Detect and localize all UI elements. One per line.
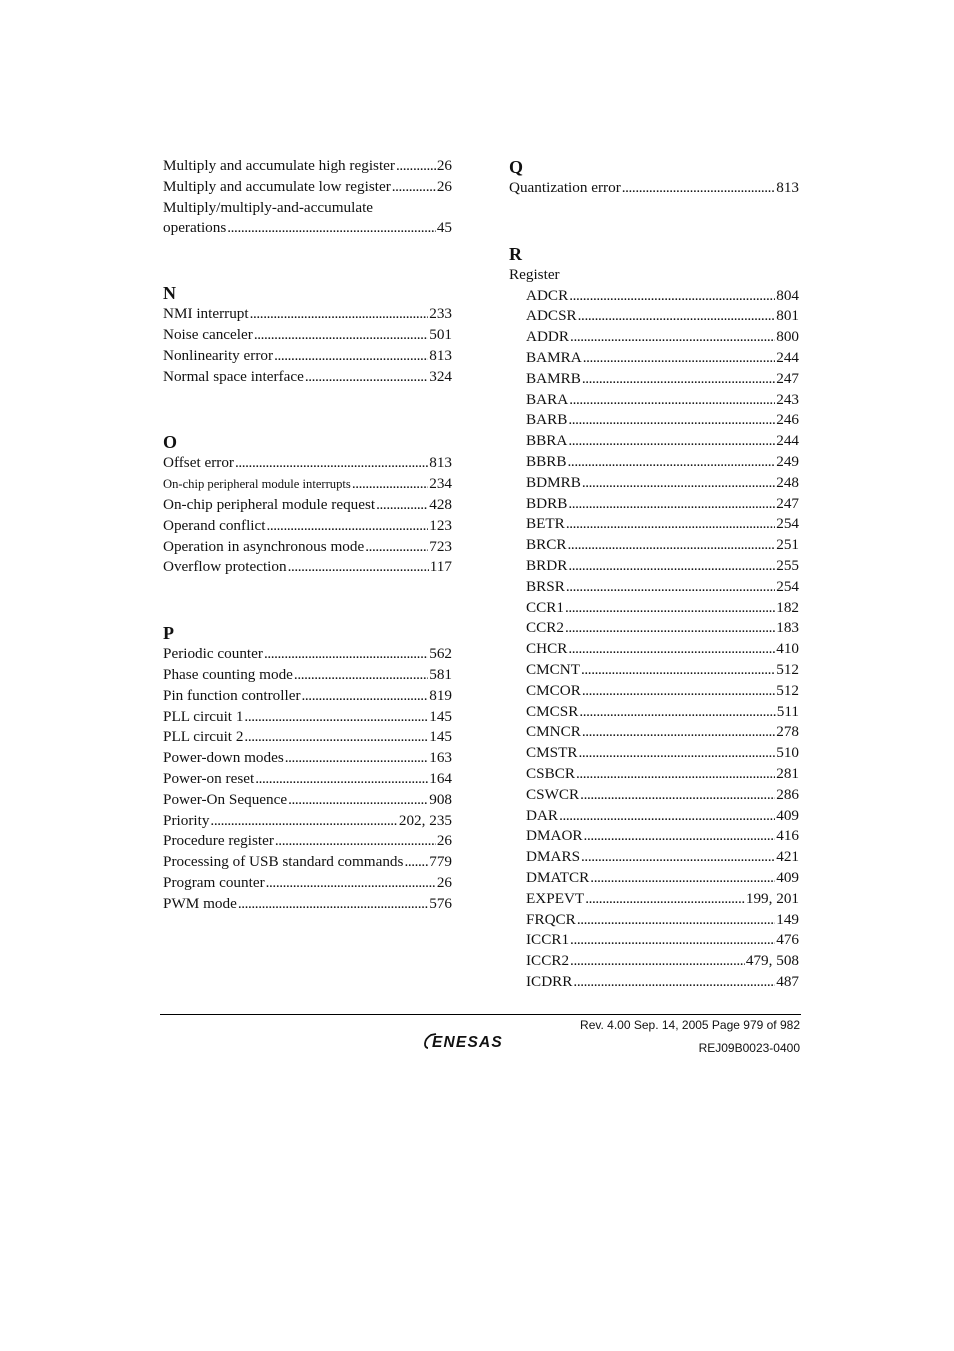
index-page: 199, 201 xyxy=(745,889,799,907)
index-term: PWM mode xyxy=(163,894,237,912)
dot-leader xyxy=(566,514,775,535)
dot-leader xyxy=(365,537,428,558)
index-term: BAMRB xyxy=(526,369,581,387)
index-entry xyxy=(526,743,799,764)
index-entry xyxy=(526,618,799,639)
index-page: 813 xyxy=(429,454,452,472)
index-entry xyxy=(163,325,452,346)
index-page: 286 xyxy=(776,785,799,803)
index-entry xyxy=(526,410,799,431)
index-page: 723 xyxy=(429,537,452,555)
index-entry xyxy=(526,390,799,411)
index-entry xyxy=(526,556,799,577)
index-page: 428 xyxy=(429,495,452,513)
index-entry xyxy=(526,452,799,473)
index-term: Overflow protection xyxy=(163,558,287,576)
index-term: Offset error xyxy=(163,454,234,472)
index-term: PLL circuit 2 xyxy=(163,728,244,746)
index-entry xyxy=(526,910,799,931)
index-page: 510 xyxy=(776,744,799,762)
dot-leader xyxy=(235,453,428,474)
dot-leader xyxy=(582,681,775,702)
index-page: 149 xyxy=(776,910,799,928)
index-entry xyxy=(526,972,799,993)
index-term: CHCR xyxy=(526,640,568,658)
dot-leader xyxy=(582,722,775,743)
index-entry xyxy=(526,660,799,681)
dot-leader xyxy=(568,535,776,556)
index-term: Nonlinearity error xyxy=(163,346,274,364)
index-column-right xyxy=(509,156,799,993)
register-heading: Register xyxy=(509,265,560,283)
index-entry xyxy=(526,514,799,535)
index-entry xyxy=(526,722,799,743)
index-term: BRSR xyxy=(526,577,565,595)
index-page: 26 xyxy=(436,832,452,850)
dot-leader xyxy=(396,156,436,177)
index-entry xyxy=(526,639,799,660)
index-entry xyxy=(163,495,452,516)
index-entry xyxy=(163,218,452,239)
index-page: 164 xyxy=(429,769,452,787)
index-entry xyxy=(526,535,799,556)
index-term: DMARS xyxy=(526,848,581,866)
index-term: CMCOR xyxy=(526,681,581,699)
dot-leader xyxy=(578,306,776,327)
index-page: 202, 235 xyxy=(398,811,452,829)
dot-leader xyxy=(288,557,429,578)
index-page: 247 xyxy=(776,494,799,512)
index-entry xyxy=(163,790,452,811)
dot-leader xyxy=(250,304,429,325)
index-page: 255 xyxy=(776,556,799,574)
index-term: Processing of USB standard commands xyxy=(163,853,404,871)
index-term: PLL circuit 1 xyxy=(163,707,244,725)
dot-leader xyxy=(570,951,745,972)
index-term: CCR1 xyxy=(526,598,564,616)
index-page: 145 xyxy=(429,707,452,725)
index-entry xyxy=(163,748,452,769)
dot-leader xyxy=(238,894,428,915)
index-page: 254 xyxy=(776,577,799,595)
index-term: DMATCR xyxy=(526,868,590,886)
dot-leader xyxy=(568,452,776,473)
renesas-logo xyxy=(422,1030,542,1057)
index-entry xyxy=(526,951,799,972)
index-page: 409 xyxy=(776,806,799,824)
index-term: On-chip peripheral module interrupts xyxy=(163,477,351,492)
svg-text:ENESAS: ENESAS xyxy=(432,1034,503,1051)
dot-leader xyxy=(376,495,428,516)
index-term: DAR xyxy=(526,806,559,824)
index-page: 779 xyxy=(429,853,452,871)
index-entry xyxy=(526,286,799,307)
index-page: 487 xyxy=(776,972,799,990)
index-term: CMCSR xyxy=(526,702,579,720)
index-entry xyxy=(526,930,799,951)
dot-leader xyxy=(569,286,775,307)
index-term: ADCSR xyxy=(526,307,577,325)
dot-leader xyxy=(570,327,775,348)
index-term: FRQCR xyxy=(526,910,576,928)
index-term: Noise canceler xyxy=(163,325,253,343)
index-page: 581 xyxy=(429,665,452,683)
section-letter-n: N xyxy=(163,283,176,304)
dot-leader xyxy=(288,790,428,811)
index-page: 512 xyxy=(776,681,799,699)
index-term: ICCR1 xyxy=(526,931,570,949)
dot-leader xyxy=(568,431,775,452)
index-page: 247 xyxy=(776,369,799,387)
index-term: BBRA xyxy=(526,432,568,450)
index-term: DMAOR xyxy=(526,827,583,845)
index-term: CMNCR xyxy=(526,723,581,741)
index-page: 244 xyxy=(776,432,799,450)
index-entry xyxy=(163,831,452,852)
index-term: Pin function controller xyxy=(163,686,301,704)
index-page: 801 xyxy=(776,307,799,325)
index-term: ADDR xyxy=(526,328,570,346)
index-entry xyxy=(163,644,452,665)
dot-leader xyxy=(275,831,436,852)
index-page: 182 xyxy=(776,598,799,616)
section-r-entries xyxy=(509,286,799,993)
index-term: Periodic counter xyxy=(163,645,263,663)
dot-leader xyxy=(581,660,775,681)
index-term: Multiply and accumulate low register xyxy=(163,177,391,195)
intro-entries xyxy=(163,156,452,198)
index-entry xyxy=(526,306,799,327)
index-page: 501 xyxy=(429,325,452,343)
dot-leader xyxy=(568,556,775,577)
index-page: 278 xyxy=(776,723,799,741)
index-page: 819 xyxy=(429,686,452,704)
dot-leader xyxy=(285,748,428,769)
index-entry xyxy=(163,852,452,873)
index-term: Priority xyxy=(163,811,210,829)
index-page: 476 xyxy=(776,931,799,949)
dot-leader xyxy=(254,325,428,346)
index-entry xyxy=(163,686,452,707)
dot-leader xyxy=(579,702,775,723)
dot-leader xyxy=(264,644,428,665)
dot-leader xyxy=(559,806,775,827)
dot-leader xyxy=(569,390,775,411)
index-page: 562 xyxy=(429,645,452,663)
index-term: Procedure register xyxy=(163,832,274,850)
index-entry xyxy=(526,348,799,369)
index-entry xyxy=(526,847,799,868)
dot-leader xyxy=(294,665,428,686)
index-entry xyxy=(163,537,452,558)
index-page: 243 xyxy=(776,390,799,408)
index-term: BRDR xyxy=(526,556,568,574)
index-term: ADCR xyxy=(526,286,569,304)
index-entry xyxy=(526,889,799,910)
dot-leader xyxy=(566,577,775,598)
index-entry xyxy=(526,764,799,785)
index-term: CMSTR xyxy=(526,744,578,762)
section-letter-r: R xyxy=(509,243,522,264)
index-page: 409 xyxy=(776,868,799,886)
index-term: BDMRB xyxy=(526,473,581,491)
index-term: Phase counting mode xyxy=(163,665,293,683)
index-entry xyxy=(526,806,799,827)
index-page: 26 xyxy=(436,157,452,174)
index-page: 804 xyxy=(776,286,799,304)
index-page: 233 xyxy=(429,305,452,323)
dot-leader xyxy=(622,178,775,199)
index-term: CSWCR xyxy=(526,785,580,803)
dot-leader xyxy=(590,868,775,889)
section-letter-p: P xyxy=(163,623,174,644)
section-o-entries xyxy=(163,453,452,578)
index-entry xyxy=(163,873,452,894)
index-page: 248 xyxy=(776,473,799,491)
dot-leader xyxy=(404,852,428,873)
dot-leader xyxy=(584,826,776,847)
index-entry xyxy=(526,473,799,494)
index-term: BARA xyxy=(526,390,569,408)
index-entry xyxy=(163,156,452,177)
index-term: On-chip peripheral module request xyxy=(163,495,376,513)
index-term: BDRB xyxy=(526,494,568,512)
index-page: 251 xyxy=(776,536,799,554)
dot-leader xyxy=(302,686,429,707)
dot-leader xyxy=(244,707,428,728)
dot-leader xyxy=(582,473,775,494)
index-page: 813 xyxy=(429,346,452,364)
index-term: Power-on reset xyxy=(163,769,255,787)
footer-rule xyxy=(160,1014,801,1015)
index-entry xyxy=(163,707,452,728)
dot-leader xyxy=(266,873,436,894)
dot-leader xyxy=(580,785,775,806)
index-page: 249 xyxy=(776,452,799,470)
index-entry xyxy=(163,177,452,198)
index-page: 416 xyxy=(776,827,799,845)
index-term: Program counter xyxy=(163,873,265,891)
index-page: 511 xyxy=(776,702,799,720)
index-entry xyxy=(526,785,799,806)
index-term: EXPEVT xyxy=(526,889,585,907)
index-term: Operation in asynchronous mode xyxy=(163,537,365,555)
dot-leader xyxy=(352,474,428,495)
index-entry xyxy=(526,431,799,452)
index-term: ICDRR xyxy=(526,972,573,990)
index-page: 813 xyxy=(776,179,799,196)
dot-leader xyxy=(581,847,775,868)
dot-leader xyxy=(227,218,436,239)
index-page: 26 xyxy=(436,873,452,891)
dot-leader xyxy=(585,889,745,910)
index-entry xyxy=(526,681,799,702)
dot-leader xyxy=(210,811,397,832)
index-page: 117 xyxy=(429,558,452,576)
dot-leader xyxy=(568,639,775,660)
index-entry xyxy=(526,494,799,515)
index-term: Operand conflict xyxy=(163,516,266,534)
dot-leader xyxy=(579,743,776,764)
index-term: Power-On Sequence xyxy=(163,790,288,808)
dot-leader xyxy=(582,369,775,390)
dot-leader xyxy=(583,348,776,369)
index-page: 183 xyxy=(776,619,799,637)
dot-leader xyxy=(565,618,775,639)
index-page: 908 xyxy=(429,790,452,808)
index-entry xyxy=(163,367,452,388)
index-page: 234 xyxy=(429,475,452,493)
index-page: 26 xyxy=(436,177,452,195)
index-entry xyxy=(163,516,452,537)
index-column-left xyxy=(163,156,452,915)
index-page: 800 xyxy=(776,328,799,346)
dot-leader xyxy=(392,177,436,198)
index-term: Normal space interface xyxy=(163,367,304,385)
index-page: 324 xyxy=(429,367,452,385)
index-entry xyxy=(163,453,452,474)
dot-leader xyxy=(576,764,775,785)
index-page: 479, 508 xyxy=(745,952,799,970)
index-term: BRCR xyxy=(526,536,567,554)
index-term: CCR2 xyxy=(526,619,564,637)
dot-leader xyxy=(573,972,775,993)
section-n-entries xyxy=(163,304,452,387)
index-term: BETR xyxy=(526,515,565,533)
index-entry xyxy=(526,826,799,847)
section-letter-q: Q xyxy=(509,157,524,177)
renesas-logo-mark xyxy=(422,1030,542,1052)
index-page: 512 xyxy=(776,660,799,678)
dot-leader xyxy=(570,930,775,951)
index-entry xyxy=(163,304,452,325)
wrapped-entry-line1: Multiply/multiply-and-accumulate xyxy=(163,198,374,216)
index-term: BBRB xyxy=(526,452,567,470)
index-page: 254 xyxy=(776,515,799,533)
section-p-entries xyxy=(163,644,452,914)
index-entry xyxy=(526,868,799,889)
index-page: 145 xyxy=(429,728,452,746)
index-term: NMI interrupt xyxy=(163,305,249,323)
index-page: 421 xyxy=(776,848,799,866)
section-q-entries xyxy=(509,178,799,199)
section-letter-o: O xyxy=(163,432,178,453)
index-page: 163 xyxy=(429,749,452,767)
index-entry xyxy=(163,769,452,790)
index-term: Quantization error xyxy=(509,179,621,196)
index-entry xyxy=(163,811,452,832)
index-entry xyxy=(163,474,452,495)
index-term: operations xyxy=(163,219,227,237)
index-term: BAMRA xyxy=(526,348,582,366)
index-entry xyxy=(163,346,452,367)
index-page: 576 xyxy=(429,894,452,912)
footer-revision: Rev. 4.00 Sep. 14, 2005 Page 979 of 982 xyxy=(580,1018,800,1032)
index-term: CSBCR xyxy=(526,764,575,782)
index-page: 410 xyxy=(776,640,799,658)
index-page: 45 xyxy=(436,219,452,237)
dot-leader xyxy=(266,516,428,537)
dot-leader xyxy=(255,769,428,790)
index-term: Multiply and accumulate high register xyxy=(163,157,395,174)
index-entry xyxy=(526,369,799,390)
index-entry xyxy=(526,577,799,598)
index-page: 123 xyxy=(429,516,452,534)
index-term: BARB xyxy=(526,411,568,429)
index-entry xyxy=(526,702,799,723)
dot-leader xyxy=(305,367,428,388)
index-entry xyxy=(526,327,799,348)
index-entry xyxy=(163,894,452,915)
footer-doc-number: REJ09B0023-0400 xyxy=(698,1041,800,1055)
index-term: Power-down modes xyxy=(163,749,284,767)
dot-leader xyxy=(568,494,775,515)
index-term: ICCR2 xyxy=(526,952,570,970)
index-entry xyxy=(163,727,452,748)
dot-leader xyxy=(274,346,428,367)
index-page: 244 xyxy=(776,348,799,366)
index-term: CMCNT xyxy=(526,660,581,678)
index-entry xyxy=(163,557,452,578)
index-entry xyxy=(509,178,799,199)
index-entry xyxy=(163,665,452,686)
dot-leader xyxy=(577,910,775,931)
dot-leader xyxy=(244,727,428,748)
index-page: 246 xyxy=(776,411,799,429)
index-page: 281 xyxy=(776,764,799,782)
dot-leader xyxy=(565,598,775,619)
index-entry xyxy=(526,598,799,619)
dot-leader xyxy=(568,410,775,431)
